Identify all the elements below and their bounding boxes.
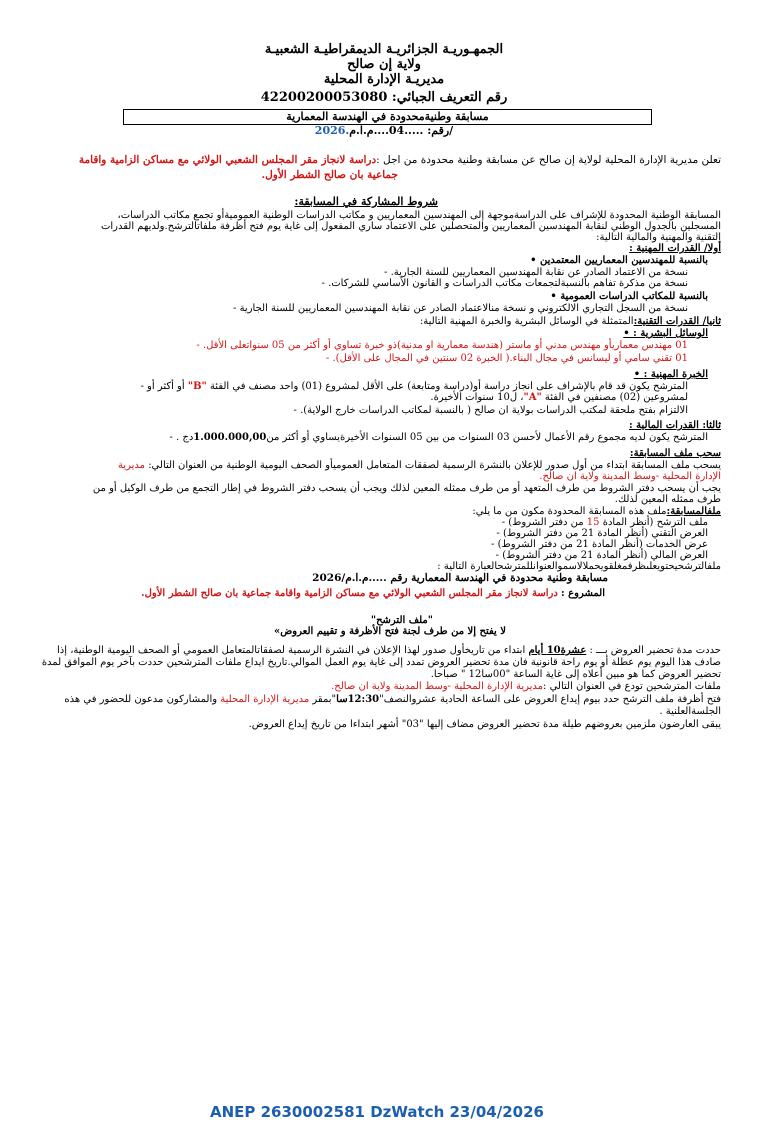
public-offices-item-1: نسخة من السجل التجاري الالكتروني و نسخة منالاعتماد الصادر عن نقابة المهندسين المعماريين للسنة الجارية - [233,303,688,314]
tax-id: رقم التعريف الجبائي: 42200200053080 [260,90,508,105]
human-means-title: الوسائل البشرية : • [623,328,708,339]
intro-line-2: جماعية بان صالح الشطر الأول. [261,169,398,181]
public-offices-title: بالنسبة للمكاتب الدراسات العمومية • [550,291,708,302]
wilaya-title: ولاية إن صالح [347,57,421,72]
file-item-1-post: من دفتر الشروط) [508,517,584,528]
closing-line-1 [57,645,721,656]
experience-2 [430,392,688,403]
technical-heading: ثانيا/ القدرات التقنية: [633,316,721,327]
financial-amount: 1.000.000,00 [193,432,267,443]
withdrawal-line-3: يجب أن يسحب دفتر الشروط من طرف المتعهد أو من طرف ممثله المعين لذلك ويجب أن يسحب دفتر الشروط في إطار التجمع من طرف الوكيل أو من [92,483,721,494]
withdrawal-text-1: يسحب ملف المسابقة ابتداء من أول صدور للإعلان بالنشرة الرسمية لصفقات المتعامل العموميأو الصحف اليومية الوطنية من العنوان التالي: [148,460,721,471]
architects-item-2: نسخة من مذكرة تفاهم بالنسبةلتجمعات مكاتب الدراسات و القانون الأساسي للشركات. - [322,278,688,289]
file-heading-rest: ملف هذه المسابقة المحدودة مكون من ما يلي: [472,506,667,517]
human-means-1: 01 مهندس معماريأو مهندس مدني أو ماستر (هندسة معمارية او مدنية)ذو خبرة تساوي أو أكثر من 05 سنواتعلى الأقل. - [196,340,688,351]
participation-p1: المسابقة الوطنية المحدودة للإشراف على الدراسةموجهة إلى المهندسين المعماريين و مكاتب الدراسات الوطنية العموميةأو تجمع مكاتب الدراسات، [117,210,721,221]
intro-text: تعلن مديرية الإدارة المحلية لولاية إن صالح عن مسابقة وطنية محدودة من اجل : [376,154,721,166]
file-heading-line [472,506,721,517]
experience-title: الخبرة المهنية : • [634,369,708,380]
file-item-1-article: 15 [586,517,600,528]
closing-line-4 [331,681,721,692]
experience-1-end: أو أكثر أو [147,381,185,392]
experience-2-end: ، ل10 سنوات الأخيرة. [430,392,524,403]
closing-4: ملفات المترشحين تودع في العنوان التالي : [543,681,721,692]
closing-days: عشرة10 أيام [528,645,587,656]
closing-5c: والمشاركون مدعون للحضور في هذه [64,694,218,705]
participation-p2: المسجلين بالجدول الوطني لنقابة المهندسين المعماريين والمتحصلين على الاعتماد ساري المفعول إلى غاية يوم فتح أظرفة ملفاتالترشح.ولديهم القدرات [100,221,721,232]
competition-title-box [123,109,652,125]
file-item-1-pre: ملف الترشح (أنظر المادة [602,517,708,528]
closing-line-3: تحضير العروض كما هو مبين أعلاه إلى غاية الساعة "00سا12 " صباحا. [430,669,721,680]
experience-3: الالتزام بفتح ملحقة لمكتب الدراسات بولاية ان صالح ( بالنسبة لمكاتب الدراسات خارج الولاية). - [294,405,689,416]
competition-number [0,124,768,138]
withdrawal-line-2: الإدارة المحلية -وسط المدينة ولاية ان صالح. [539,471,721,482]
intro-project-red: دراسة لانجاز مقر المجلس الشعبي الولائي مع مساكن الزامية واقامة [78,154,377,166]
technical-heading-line [420,316,721,327]
closing-line-5 [64,694,721,705]
project-title: دراسة لانجاز مقر المجلس الشعبي الولائي مع مساكن الزامية واقامة جماعية بان صالح الشطر الأول. [141,588,558,599]
withdrawal-address-red-1: مديرية [117,460,145,471]
closing-address: مديرية الإدارة المحلية -وسط المدينة ولاية ان صالح. [331,681,544,692]
not-open-notice: لا يفتح إلا من طرف لجنة فتح الأظرفة و تقييم العروض» [273,626,506,637]
withdrawal-line-1 [118,460,721,471]
withdrawal-line-4: طرف ممثله المعين لذلك. [614,494,721,505]
directorate-title: مديريـة الإدارة المحلية [323,72,445,87]
competition-number-prefix: رقم: .....04....م.ا.م/ [349,124,454,137]
closing-directorate: مديرية الإدارة المحلية [220,694,310,705]
human-means-2: 01 تقني سامي أو ليسانس في مجال البناء.( الخبرة 02 سنتين في المجال على الأقل). - [326,353,688,364]
project-line [141,588,605,599]
financial-currency: دج . [176,432,194,443]
file-item-4: العرض المالي (أنظر المادة 21 من دفتر الشروط) - [496,550,708,561]
experience-2-text: لمشروعين (02) مصنفين في الفئة [544,392,688,403]
envelope-line: ملفالترشحيحتويعلىظرفمغلقويحملالاسموالعنوانللمترشحالعبارة التالية : [437,561,721,572]
technical-heading-rest: المتمثلة في الوسائل البشرية والخبرة المهنية التالية: [419,316,634,327]
financial-line [169,432,708,443]
closing-1a: حددت مدة تحضير العروض بـــ : [589,645,721,656]
intro-line-1 [79,155,721,166]
experience-1-text: المترشح يكون قد قام بالإشراف على انجاز دراسة أو(دراسة ومتابعة) على الأقل لمشروع (01) واحد مصنف في الفئة [209,381,688,392]
file-item-2: العرض التقني (أنظر المادة 21 من دفتر الشروط) - [496,528,708,539]
closing-line-6: الجلسةالعلنية . [659,706,721,717]
participation-heading: شروط المشاركة في المسابقة: [294,195,438,208]
category-b: "B" [187,381,207,392]
withdrawal-heading: سحب ملف المسابقة: [629,448,721,459]
file-item-1 [502,517,708,528]
closing-line-7: يبقى العارضون ملزمين بعروضهم طيلة مدة تحضير العروض مضاف إليها "03" أشهر ابتداءا من تاريخ إيداع العروض. [248,719,721,730]
category-a: "A" [523,392,542,403]
architects-item-1: نسخة من الاعتماد الصادر عن نقابة المهندسين المعماريين للسنة الجارية. - [384,267,688,278]
architects-title: بالنسبة للمهندسين المعماريين المعتمدين • [530,255,708,266]
project-label: المشروع : [560,588,605,599]
closing-5a: فتح أظرفة ملف الترشح حدد بيوم إيداع العروض على الساعة الحادية عشروالنصف" [379,694,721,705]
closing-time: 12:30سا [336,694,380,705]
financial-text: المترشح يكون لديه مجموع رقم الأعمال لأحسن 03 السنوات من بين 05 السنوات الأخيرةيساوي أو أكثر من [266,432,708,443]
file-heading: ملفالمسابقة: [666,506,721,517]
closing-line-2: صادف هذا اليوم يوم عطلة أو يوم راحة قانونية فان مدة تحضير العروض تمدد إلى غاية يوم العمل الموالي.تاريخ ايداع ملفات المترشحين حددت بآخر يوم الموافق لمدة [41,657,721,668]
anep-footer: ANEP 2630002581 DzWatch 23/04/2026 [210,1103,544,1121]
participation-p3: التقنية والمهنية والمالية التالية: [596,232,721,243]
file-item-3: عرض الخدمات (أنظر المادة 21 من دفتر الشروط) - [491,539,708,550]
closing-1b: ابتداء من تاريخأول صدور لهذا الإعلان في النشرة الرسمية لصفقاتالمتعامل العمومي أو الصحف اليومية الوطنية، إذا [57,645,526,656]
experience-1 [140,381,688,392]
competition-year: 2026. [314,124,350,137]
republic-title: الجمهـوريـة الجزائريـة الديمقراطيـة الشعبيـة [264,42,504,57]
closing-5b: "بمقر [312,694,337,705]
candidacy-file-label: "ملف الترشح" [370,615,433,626]
financial-heading: ثالثا: القدرات المالية : [628,420,721,431]
envelope-title: مسابقة وطنية محدودة في الهندسة المعمارية رقم .....م.ا.م/2026 [312,572,608,584]
competition-title: مسابقة وطنيةمحدودة في الهندسة المعمارية [286,110,489,123]
professional-heading: أولا/ القدرات المهنية : [629,243,721,254]
